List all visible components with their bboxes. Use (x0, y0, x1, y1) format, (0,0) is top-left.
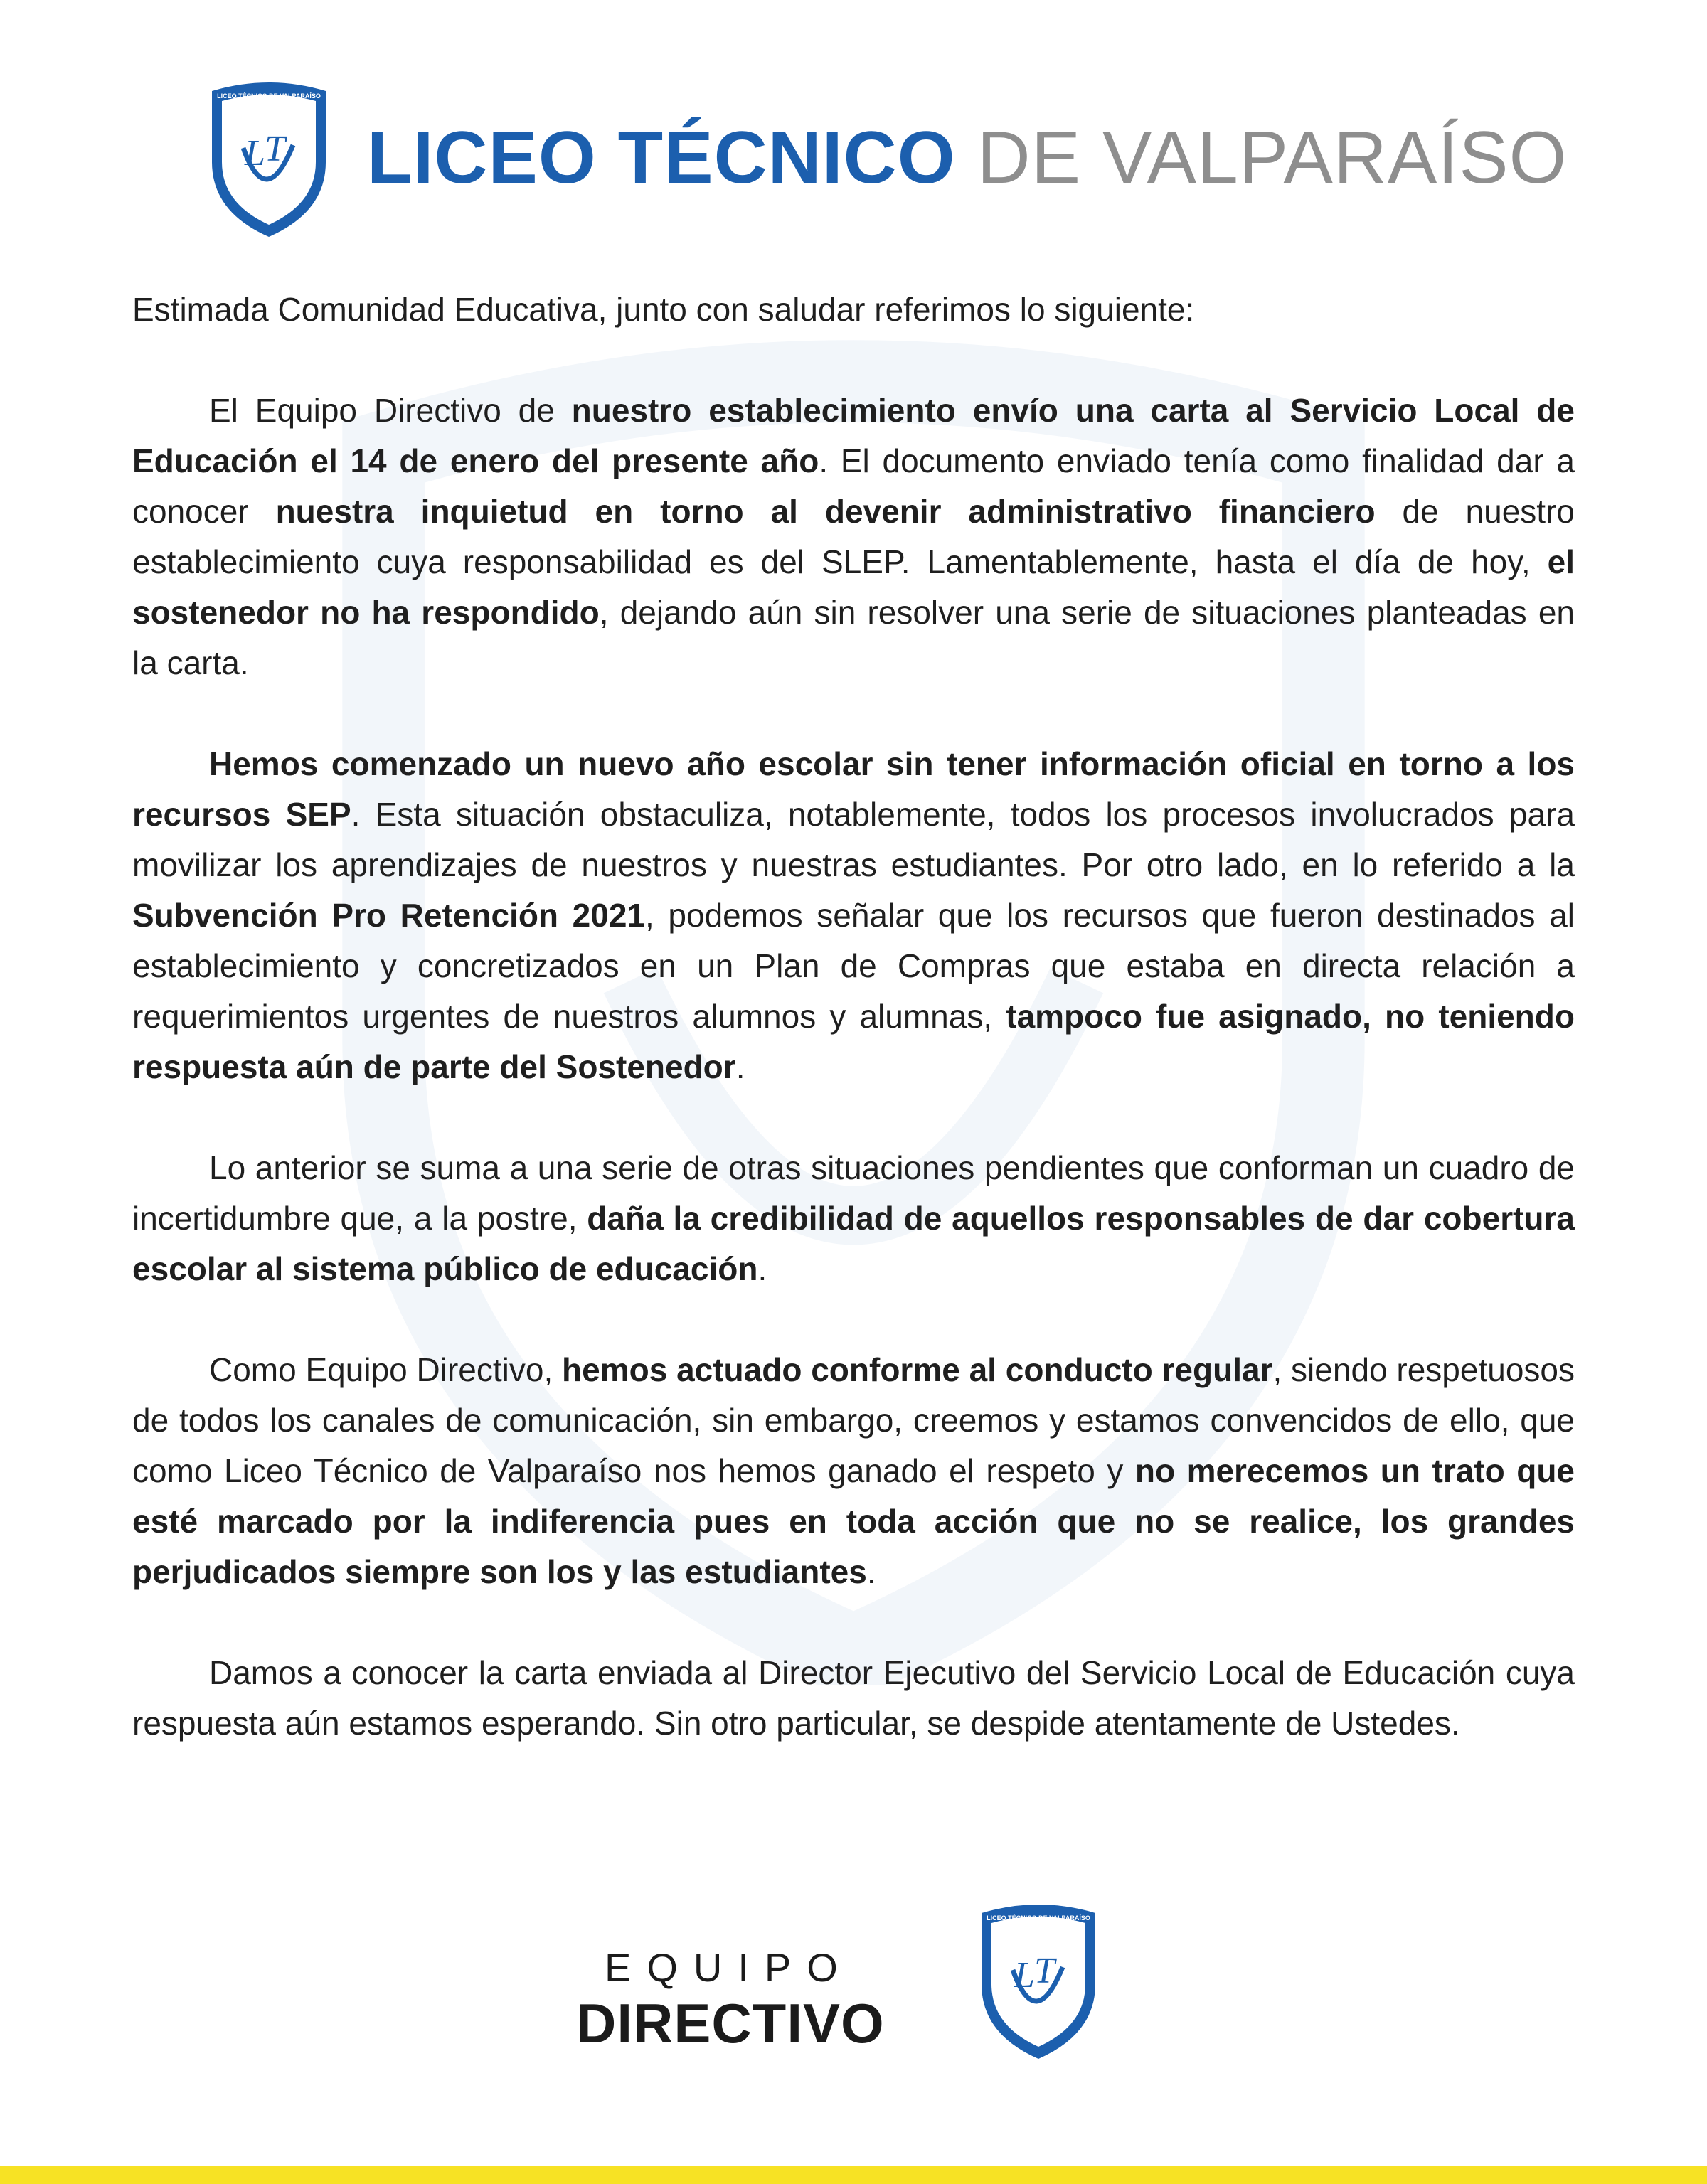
svg-text:L: L (245, 133, 265, 174)
paragraph-1: El Equipo Directivo de nuestro establecimiento envío una carta al Servicio Local de Educación el 14 de enero del presente año. El documento enviado tenía como finalidad dar a conocer nuestra inquietud en torno al devenir administrativo financiero de nuestro establecimiento cuya responsabilidad es del SLEP. Lamentablemente, hasta el día de hoy, el sostenedor no ha respondido, dejando aún sin resolver una serie de situaciones planteadas en la carta. (132, 392, 1575, 681)
letter-body (132, 284, 1575, 1749)
paragraph-5: Damos a conocer la carta enviada al Director Ejecutivo del Servicio Local de Educación cuya respuesta aún estamos esperando. Sin otro particular, se despide atentamente de Ustedes. (132, 1654, 1575, 1742)
svg-text:L: L (1014, 1955, 1035, 1996)
svg-text:T: T (1034, 1951, 1055, 1991)
paragraph-4: Como Equipo Directivo, hemos actuado conforme al conducto regular, siendo respetuosos de todos los canales de comunicación, sin embargo, creemos y estamos convencidos de ello, que como Liceo Técnico de Valparaíso nos hemos ganado el respeto y no merecemos un trato que esté marcado por la indiferencia pues en toda acción que no se realice, los grandes perjudicados siempre son los y las estudiantes. (132, 1351, 1575, 1590)
paragraph-2: Hemos comenzado un nuevo año escolar sin tener información oficial en torno a los recursos SEP. Esta situación obstaculiza, notablemente, todos los procesos involucrados para movilizar los aprendizajes de nuestros y nuestras estudiantes. Por otro lado, en lo referido a la Subvención Pro Retención 2021, podemos señalar que los recursos que fueron destinados al establecimiento y concretizados en un Plan de Compras que estaba en directa relación a requerimientos urgentes de nuestros alumnos y alumnas, tampoco fue asignado, no teniendo respuesta aún de parte del Sostenedor. (132, 745, 1575, 1085)
paragraph-3: Lo anterior se suma a una serie de otras situaciones pendientes que conforman un cuadro de incertidumbre que, a la postre, daña la credibilidad de aquellos responsables de dar cobertura escolar al sistema público de educación. (132, 1149, 1575, 1287)
signature-line-2: DIRECTIVO (576, 1992, 885, 2055)
letterhead (205, 77, 1627, 240)
bottom-accent-bar (0, 2166, 1707, 2184)
signature-line-1: EQUIPO (605, 1945, 854, 1990)
school-title (367, 117, 1568, 199)
signature-block (576, 1899, 1145, 2070)
greeting: Estimada Comunidad Educativa, junto con saludar referimos lo siguiente: (132, 291, 1195, 328)
school-title-light: DE VALPARAÍSO (955, 117, 1568, 199)
school-crest-logo (205, 77, 333, 240)
svg-text:T: T (265, 129, 285, 169)
crest-banner-text: LICEO TÉCNICO DE VALPARAÍSO (217, 92, 321, 100)
crest-banner-text: LICEO TÉCNICO DE VALPARAÍSO (987, 1914, 1090, 1922)
school-crest-logo-small (974, 1899, 1102, 2062)
school-title-strong: LICEO TÉCNICO (367, 117, 956, 199)
